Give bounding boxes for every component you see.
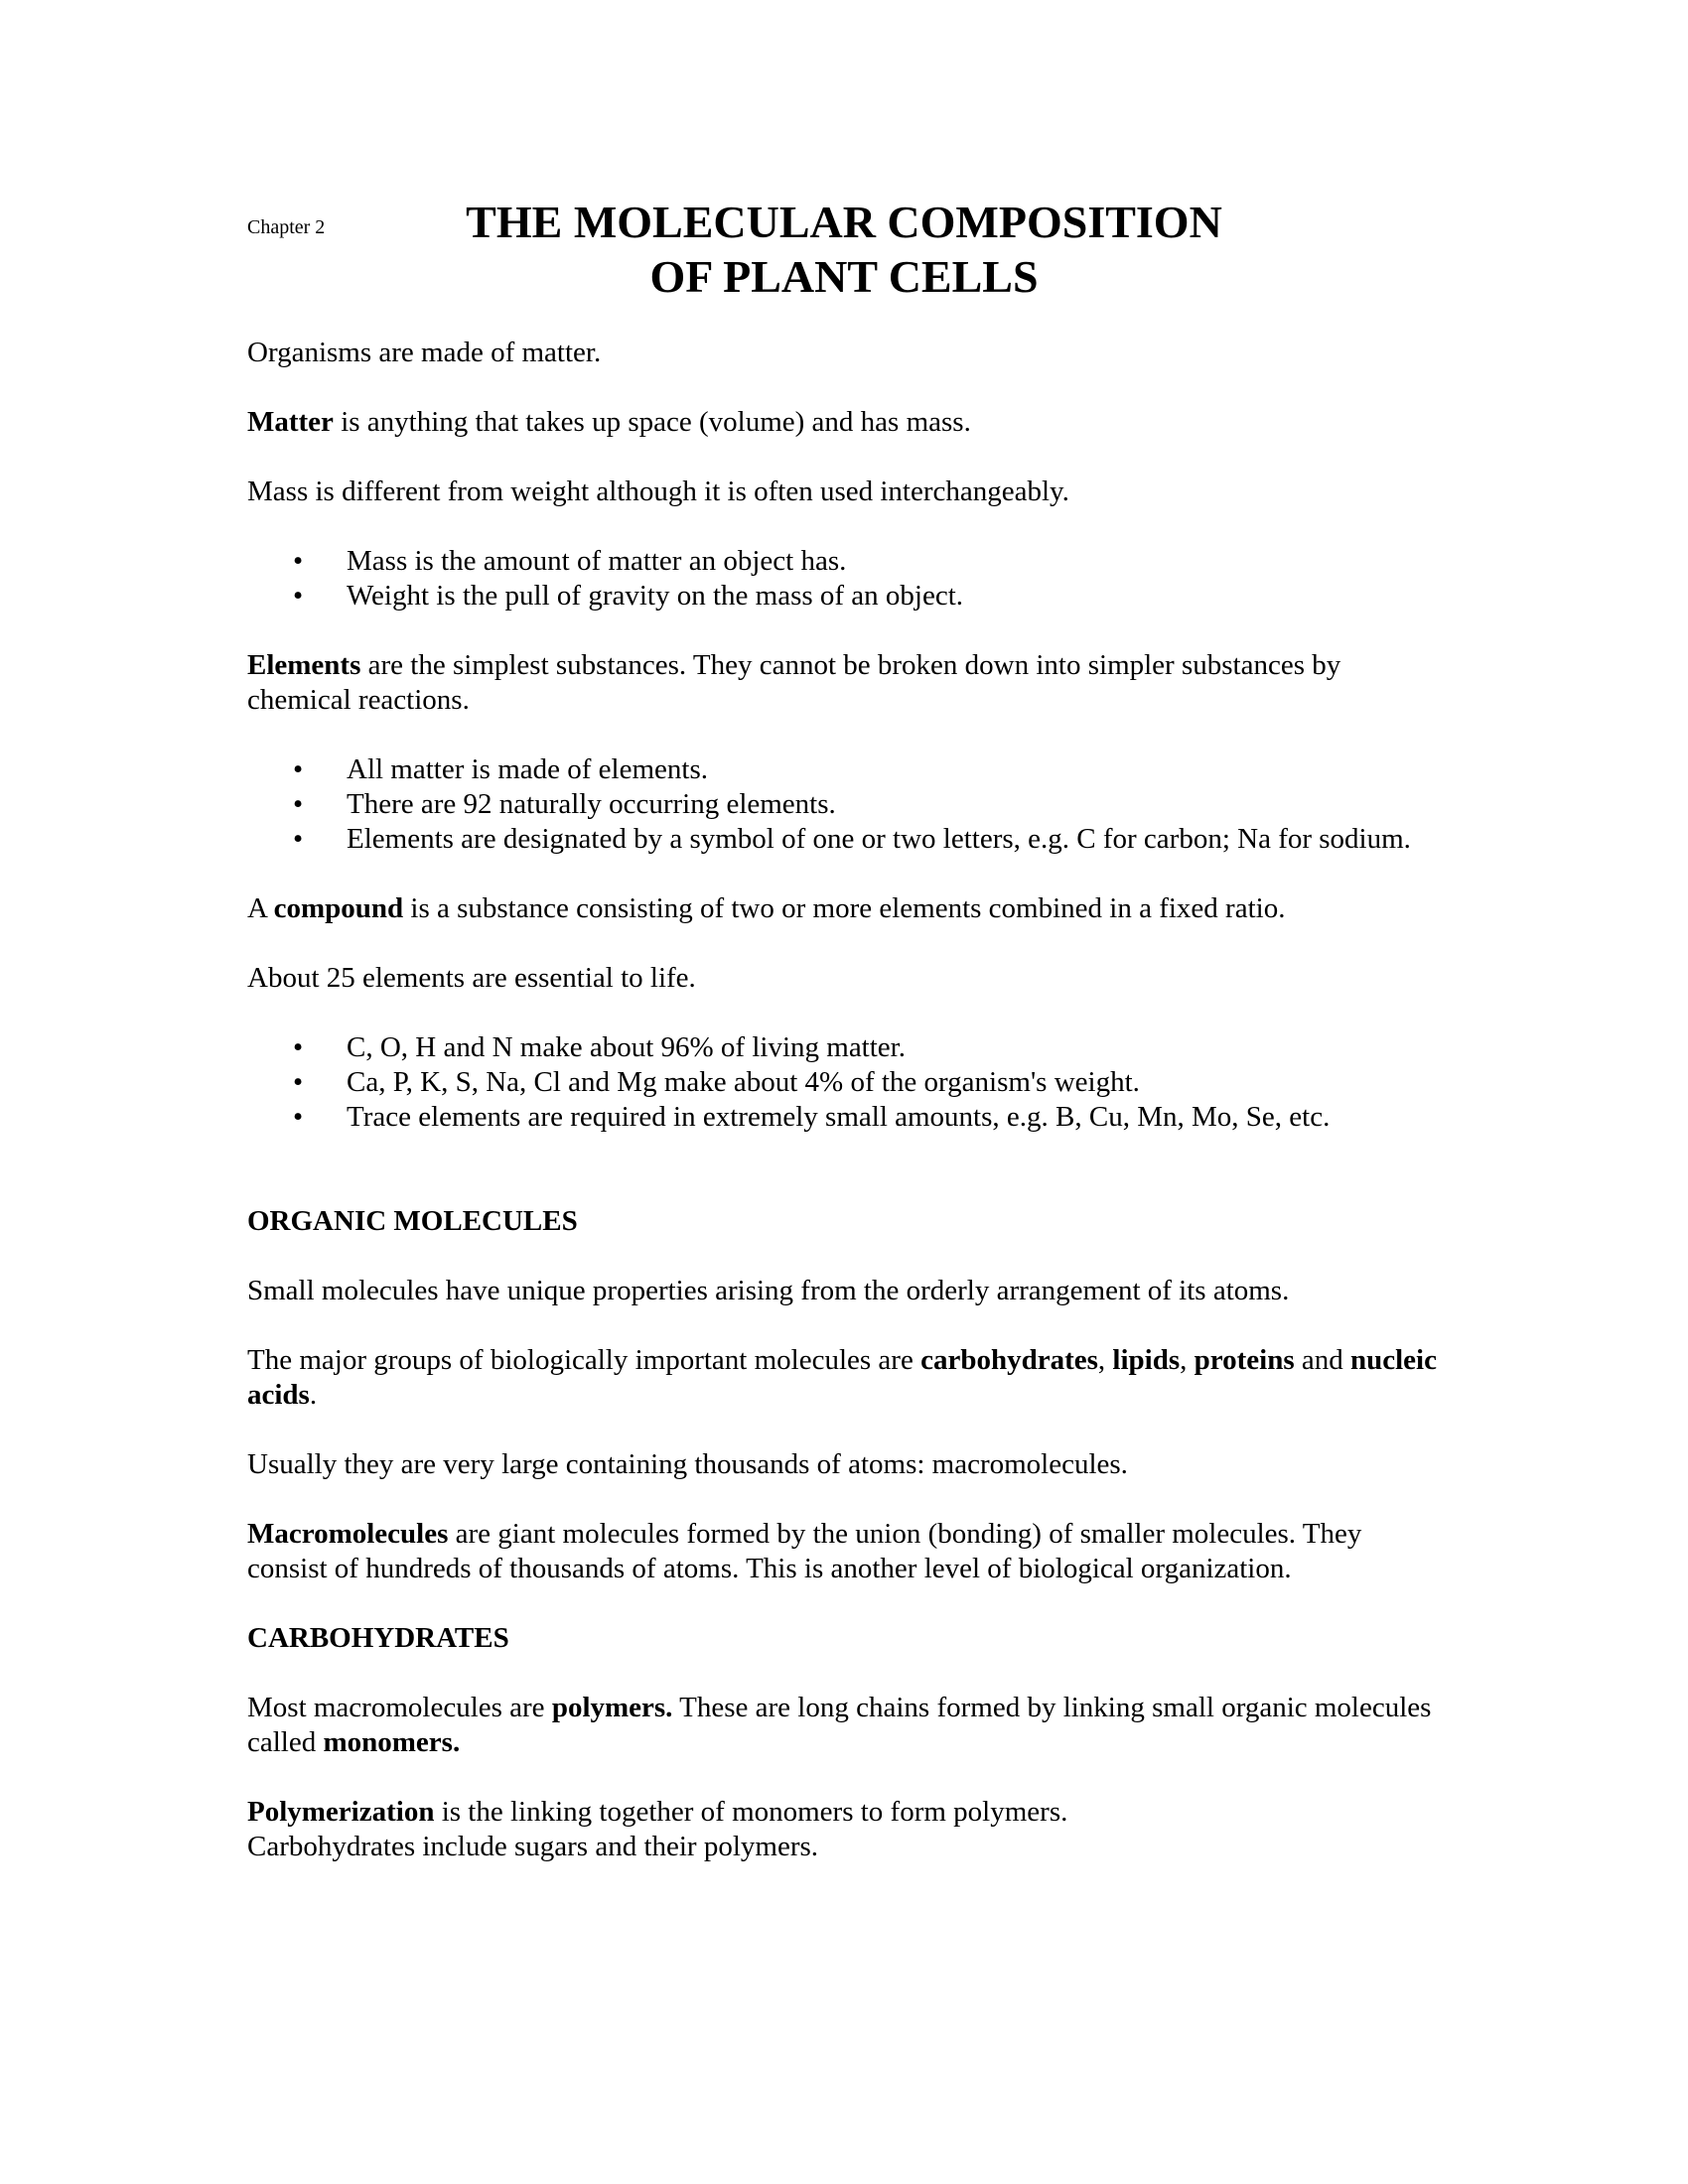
title-line-2: OF PLANT CELLS	[649, 251, 1039, 302]
groups-end: .	[309, 1379, 318, 1411]
list-item: • Trace elements are required in extremely small amounts, e.g. B, Cu, Mn, Mo, Se, etc.	[293, 1101, 1331, 1133]
compound-definition-text: is a substance consisting of two or more elements combined in a fixed ratio.	[403, 892, 1286, 924]
list-item-text: Trace elements are required in extremely small amounts, e.g. B, Cu, Mn, Mo, Se, etc.	[347, 1101, 1331, 1133]
macromolecules-text: are giant molecules formed by the union (bonding) of smaller molecules. They consist of hundreds of thousands of atoms. This is another level of biological organization.	[247, 1518, 1362, 1584]
list-item: • Mass is the amount of matter an object has.	[293, 545, 847, 577]
major-groups-paragraph	[247, 1343, 1449, 1413]
term-elements: Elements	[247, 649, 361, 681]
polymers-mid-text: These are long chains formed by linking small organic molecules called	[247, 1692, 1432, 1758]
mass-bullet-list	[247, 544, 1449, 614]
title-line-1: THE MOLECULAR COMPOSITION	[466, 197, 1222, 247]
list-item-text: There are 92 naturally occurring elements.	[347, 788, 836, 820]
list-item-text: Ca, P, K, S, Na, Cl and Mg make about 4% of the organism's weight.	[347, 1066, 1140, 1098]
term-proteins: proteins	[1194, 1344, 1295, 1376]
term-macromolecules: Macromolecules	[247, 1518, 449, 1550]
term-polymers: polymers.	[551, 1692, 673, 1723]
macromolecules-paragraph	[247, 1517, 1449, 1586]
elements-definition	[247, 648, 1449, 718]
term-lipids: lipids	[1112, 1344, 1181, 1376]
usually-paragraph: Usually they are very large containing thousands of atoms: macromolecules.	[247, 1448, 1128, 1480]
groups-separator: ,	[1097, 1344, 1113, 1376]
matter-definition-text: is anything that takes up space (volume) and has mass.	[333, 406, 971, 438]
polymerization-paragraph	[247, 1795, 1449, 1830]
heading-organic-molecules: ORGANIC MOLECULES	[247, 1205, 578, 1237]
term-compound: compound	[273, 892, 404, 924]
small-molecules-paragraph: Small molecules have unique properties arising from the orderly arrangement of its atoms.	[247, 1275, 1290, 1306]
elements-definition-text: are the simplest substances. They cannot be broken down into simpler substances by chemical reactions.	[247, 649, 1341, 716]
essential-elements: About 25 elements are essential to life.	[247, 962, 696, 994]
list-item-text: Weight is the pull of gravity on the mass of an object.	[347, 580, 964, 612]
matter-definition	[247, 405, 1449, 440]
list-item: • All matter is made of elements.	[293, 753, 709, 785]
term-carbohydrates: carbohydrates	[920, 1344, 1098, 1376]
list-item: • Elements are designated by a symbol of one or two letters, e.g. C for carbon; Na for sodium.	[293, 823, 1411, 855]
list-item: • There are 92 naturally occurring elements.	[293, 788, 836, 820]
list-item-text: Mass is the amount of matter an object has.	[347, 545, 847, 577]
groups-separator: ,	[1180, 1344, 1195, 1376]
chapter-label: Chapter 2	[247, 216, 326, 238]
list-item: • Ca, P, K, S, Na, Cl and Mg make about 4% of the organism's weight.	[293, 1066, 1140, 1098]
heading-carbohydrates: CARBOHYDRATES	[247, 1622, 509, 1654]
polymerization-text: is the linking together of monomers to form polymers.	[434, 1796, 1068, 1828]
term-polymerization: Polymerization	[247, 1796, 435, 1828]
compound-definition	[247, 891, 1449, 926]
essential-bullet-list	[247, 1030, 1449, 1135]
list-item: • C, O, H and N make about 96% of living matter.	[293, 1031, 906, 1063]
groups-text: The major groups of biologically important molecules are	[247, 1344, 921, 1376]
list-item-text: Elements are designated by a symbol of one or two letters, e.g. C for carbon; Na for sodium.	[347, 823, 1411, 855]
body-content	[247, 336, 1449, 1899]
polymers-text: Most macromolecules are	[247, 1692, 552, 1723]
term-matter: Matter	[247, 406, 334, 438]
list-item-text: C, O, H and N make about 96% of living matter.	[347, 1031, 906, 1063]
intro-paragraph: Organisms are made of matter.	[247, 337, 602, 368]
mass-note: Mass is different from weight although it is often used interchangeably.	[247, 476, 1069, 507]
compound-pre: A	[247, 892, 274, 924]
term-monomers: monomers.	[323, 1726, 461, 1758]
term-nucleic-acids: nucleic acids	[247, 1344, 1437, 1411]
element-bullet-list	[247, 752, 1449, 857]
carbohydrates-include-paragraph: Carbohydrates include sugars and their polymers.	[247, 1831, 819, 1862]
list-item: • Weight is the pull of gravity on the mass of an object.	[293, 580, 964, 612]
polymers-paragraph	[247, 1691, 1449, 1760]
page-title	[0, 195, 1688, 304]
list-item-text: All matter is made of elements.	[347, 753, 709, 785]
groups-and: and	[1294, 1344, 1350, 1376]
